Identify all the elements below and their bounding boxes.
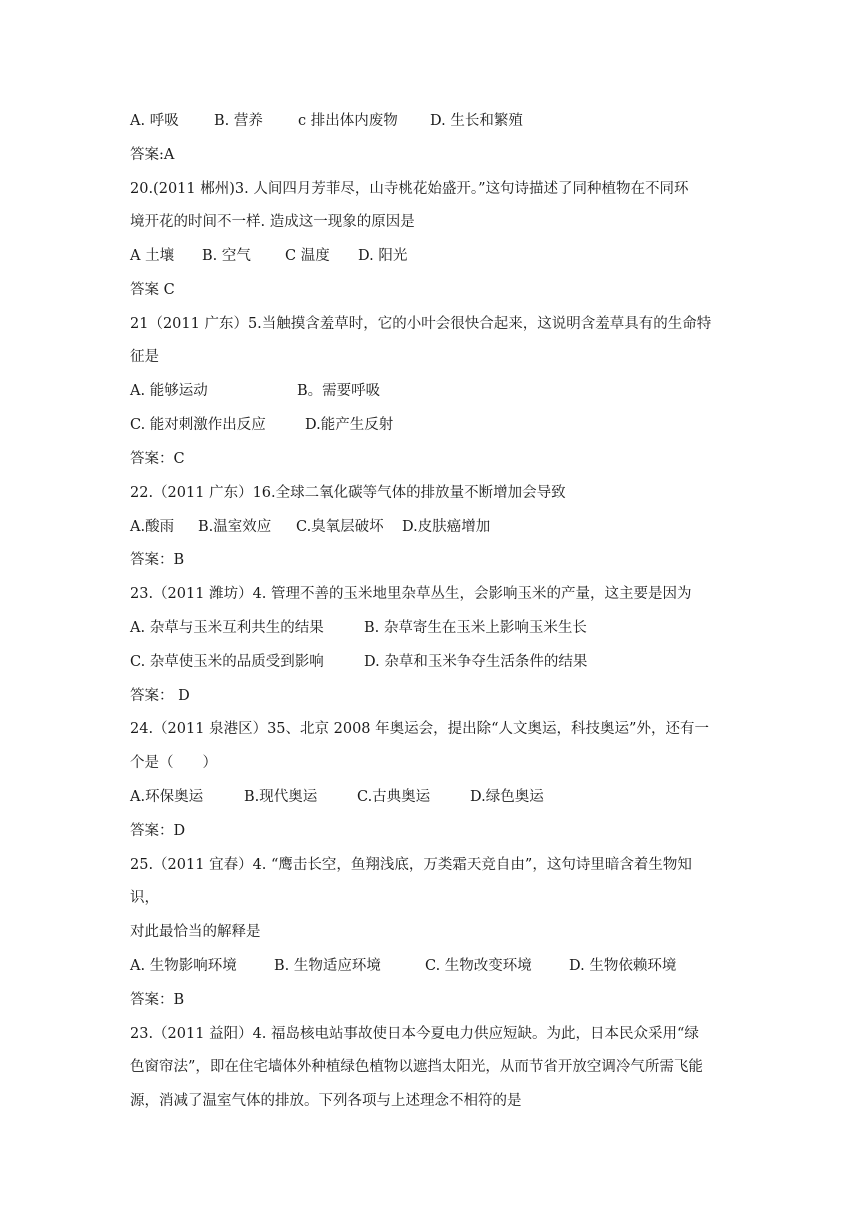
answer-option: D. 阳光 — [358, 248, 408, 264]
answer-option: B. 杂草寄生在玉米上影响玉米生长 — [364, 620, 587, 636]
answer-option: B. 生物适应环境 — [274, 958, 381, 974]
answer-option: D. 生物依赖环境 — [569, 958, 677, 974]
answer-option: B. 营养 — [214, 113, 263, 129]
answer-option: D.皮肤癌增加 — [402, 519, 491, 535]
answer-option: D. 杂草和玉米争夺生活条件的结果 — [364, 654, 588, 670]
text-line: 答案：B — [130, 552, 185, 568]
text-line: 源，消减了温室气体的排放。下列各项与上述理念不相符的是 — [130, 1093, 522, 1109]
text-line: 24.（2011 泉港区）35、北京 2008 年奥运会，提出除“人文奥运，科技奥运”外，还有一 — [130, 721, 709, 737]
answer-option: C.古典奥运 — [357, 789, 431, 805]
text-line: 答案：C — [130, 451, 185, 467]
text-line: 色窗帘法”，即在住宅墙体外种植绿色植物以遮挡太阳光，从而节省开放空调冷气所需飞能 — [130, 1059, 703, 1075]
answer-option: B。需要呼吸 — [297, 383, 381, 399]
answer-option: B. 空气 — [202, 248, 251, 264]
answer-option: c 排出体内废物 — [298, 113, 398, 129]
text-line: 20.(2011 郴州)3. 人间四月芳菲尽，山寺桃花始盛开。”这句诗描述了同种植物在不同环 — [130, 181, 689, 197]
text-line: 23.（2011 潍坊）4. 管理不善的玉米地里杂草丛生，会影响玉米的产量，这主要是因为 — [130, 586, 692, 602]
answer-option: C. 生物改变环境 — [425, 958, 532, 974]
answer-option: D.绿色奥运 — [470, 789, 544, 805]
text-line: 境开花的时间不一样. 造成这一现象的原因是 — [130, 214, 415, 230]
text-line: 识， — [130, 890, 159, 906]
text-line: 21（2011 广东）5.当触摸含羞草时，它的小叶会很快合起来，这说明含羞草具有的生命特 — [130, 316, 712, 332]
answer-option: C. 能对刺激作出反应 — [130, 417, 266, 433]
answer-option: D.能产生反射 — [305, 417, 394, 433]
text-line: 答案：B — [130, 992, 185, 1008]
answer-option: A. 呼吸 — [130, 113, 179, 129]
answer-option: C. 杂草使玉米的品质受到影响 — [130, 654, 324, 670]
text-line: 25.（2011 宜春）4. “鹰击长空，鱼翔浅底，万类霜天竞自由”，这句诗里暗含着生物知 — [130, 857, 692, 873]
answer-option: A 土壤 — [130, 248, 175, 264]
text-line: 个是（ ） — [130, 755, 217, 771]
text-line: 22.（2011 广东）16.全球二氧化碳等气体的排放量不断增加会导致 — [130, 485, 566, 501]
text-line: 对此最恰当的解释是 — [130, 924, 261, 940]
answer-option: A. 生物影响环境 — [130, 958, 237, 974]
text-line: 答案:A — [130, 147, 175, 163]
answer-option: B.温室效应 — [198, 519, 272, 535]
answer-option: A.环保奥运 — [130, 789, 204, 805]
answer-option: A. 杂草与玉米互利共生的结果 — [130, 620, 324, 636]
text-line: 答案： D — [130, 688, 190, 704]
text-line: 征是 — [130, 349, 159, 365]
text-line: 23.（2011 益阳）4. 福岛核电站事故使日本今夏电力供应短缺。为此，日本民众采用“绿 — [130, 1026, 699, 1042]
answer-option: B.现代奥运 — [244, 789, 318, 805]
answer-option: C.臭氧层破坏 — [296, 519, 384, 535]
answer-option: A.酸雨 — [130, 519, 175, 535]
answer-option: C 温度 — [285, 248, 330, 264]
text-line: 答案：D — [130, 823, 186, 839]
answer-option: A. 能够运动 — [130, 383, 208, 399]
answer-option: D. 生长和繁殖 — [430, 113, 523, 129]
text-line: 答案 C — [130, 282, 175, 298]
